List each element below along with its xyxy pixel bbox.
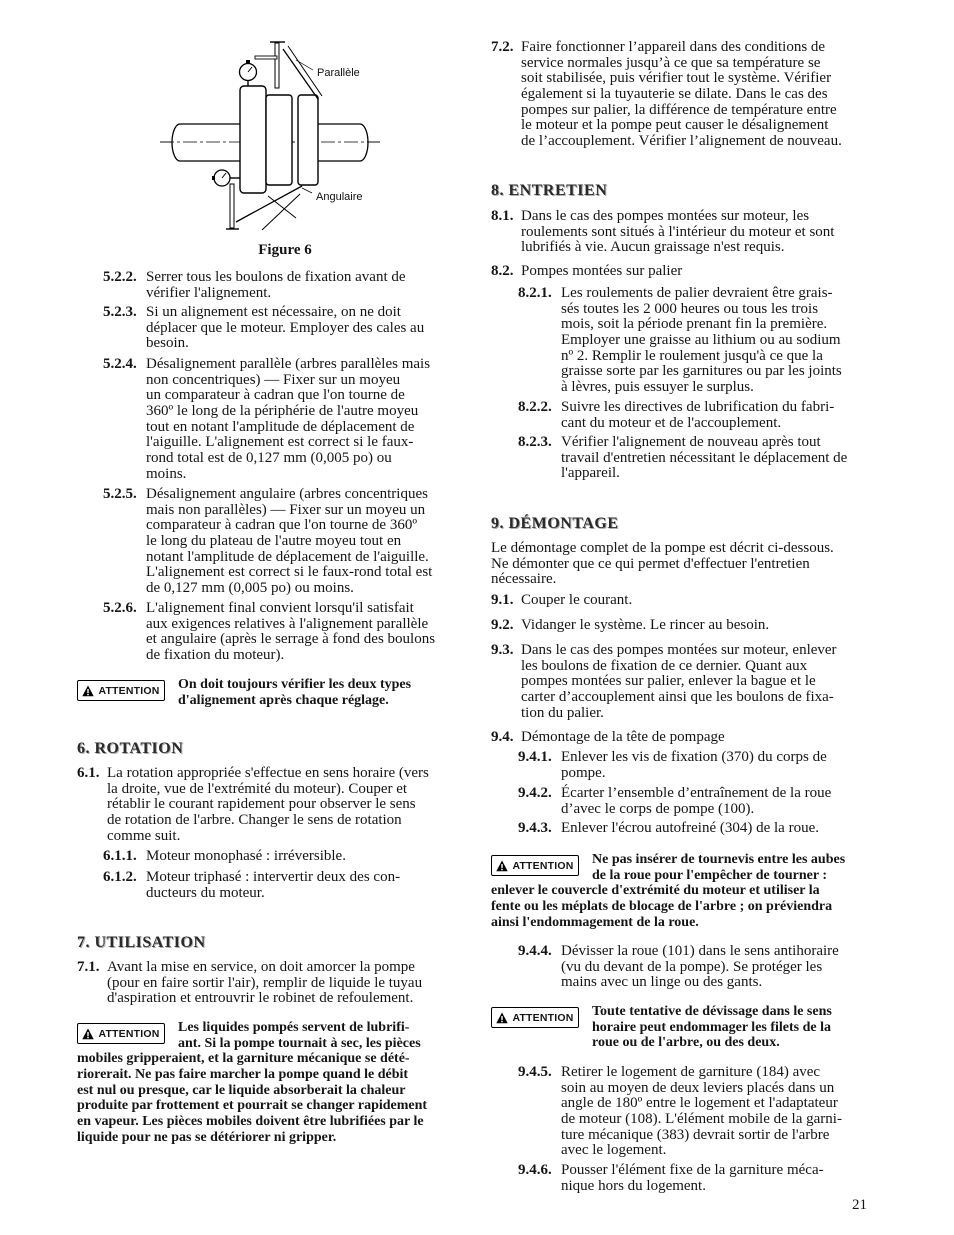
text-line: de la roue pour l'empêcher de tourner : — [592, 867, 827, 883]
step-8-2-2 — [518, 400, 834, 431]
step-6-1-2 — [103, 870, 400, 901]
text-line: Désalignement angulaire (arbres concentriques — [146, 486, 428, 502]
step-text — [521, 264, 682, 280]
step-text — [146, 270, 406, 301]
shaft-right — [317, 124, 368, 161]
step-text — [107, 960, 422, 1007]
coupling-flange-left — [266, 95, 292, 185]
step-number: 9.2. — [491, 617, 514, 633]
step-7-1 — [77, 960, 422, 1007]
text-line: Si un alignement est nécessaire, on ne doit — [146, 304, 401, 320]
step-number: 9.3. — [491, 642, 514, 658]
text-line: ture mécanique (383) devrait sortir de l'arbre — [561, 1126, 830, 1143]
step-text — [146, 305, 424, 352]
step-text — [561, 750, 827, 781]
step-6-1-1 — [103, 849, 346, 865]
text-line: l'appareil. — [561, 465, 620, 482]
text-line: service normales jusqu’à ce que sa température se — [521, 54, 821, 71]
text-line: enlever le couvercle d'extrémité du moteur et utiliser la — [491, 883, 820, 899]
coupling-flange-right — [298, 95, 318, 185]
step-9-1 — [491, 593, 632, 609]
text-line: sés toutes les 2 000 heures ou tous les trois — [561, 300, 819, 317]
text-line: avec le logement. — [561, 1142, 667, 1159]
text-line: Avant la mise en service, on doit amorcer la pompe — [107, 959, 415, 975]
text-line: comparateur à cadran que l'on tourne de 360º — [146, 517, 417, 534]
step-9-2 — [491, 618, 769, 634]
section-heading-demontage: 9. DÉMONTAGE — [491, 515, 619, 532]
step-number: 5.2.4. — [103, 356, 137, 372]
step-text — [146, 870, 400, 901]
step-number: 9.4.4. — [518, 943, 552, 959]
text-line: mois, soit la période prenant fin la première. — [561, 316, 828, 333]
text-line: mains avec un linge ou des gants. — [561, 974, 763, 991]
section-heading-entretien: 8. ENTRETIEN — [491, 182, 608, 199]
text-line: rond total est de 0,127 mm (0,005 po) ou — [146, 450, 392, 467]
text-line: Les liquides pompés servent de lubrifi- — [178, 1020, 410, 1035]
text-line: non concentriques) — Fixer sur un moyeu — [146, 371, 401, 388]
step-9-3 — [491, 643, 837, 721]
step-6-1 — [77, 766, 429, 844]
text-line: rétablir le courant rapidement pour observer le sens — [107, 796, 416, 813]
attention-badge — [77, 680, 165, 701]
step-number: 8.2.1. — [518, 285, 552, 301]
text-line: d’avec le corps de pompe (100). — [561, 800, 755, 817]
step-number: 9.1. — [491, 592, 514, 608]
text-line: horaire peut endommager les filets de la — [592, 1019, 832, 1035]
text-line: comme suit. — [107, 827, 181, 844]
step-5-2-2 — [103, 270, 406, 301]
text-line: Suivre les directives de lubrification du fabri- — [561, 399, 835, 415]
text-line: est nul ou presque, car le liquide absorberait la chaleur — [77, 1082, 406, 1098]
attention-note-unscrewing — [491, 1004, 832, 1051]
text-line: l'aiguille. L'alignement est correct si le faux- — [146, 434, 414, 451]
text-line: la droite, vue de l'extrémité du moteur). Couper et — [107, 780, 408, 797]
attention-badge-label: ATTENTION — [512, 1011, 574, 1024]
step-number: 9.4.5. — [518, 1064, 552, 1080]
text-line: soit stabilisée, puis vérifier tout le système. Vérifier — [521, 70, 832, 87]
step-number: 6.1.1. — [103, 848, 137, 864]
step-text — [146, 849, 346, 865]
step-9-4-6 — [518, 1163, 824, 1194]
text-line: Pompes montées sur palier — [521, 263, 683, 279]
step-9-4-2 — [518, 786, 831, 817]
text-line: La rotation appropriée s'effectue en sens horaire (vers — [107, 765, 429, 781]
step-5-2-4 — [103, 357, 430, 483]
step-text — [107, 766, 429, 844]
text-line: de l’accouplement. Vérifier l’alignement de nouveau. — [521, 133, 842, 150]
figure-caption: Figure 6 — [258, 242, 312, 258]
step-number: 9.4.2. — [518, 785, 552, 801]
coupling-alignment-figure — [150, 30, 390, 235]
text-line: Ne démonter que ce qui permet d'effectuer l'entretien — [491, 555, 810, 572]
attention-badge — [77, 1023, 165, 1044]
step-5-2-5 — [103, 487, 432, 597]
text-line: le long du plateau de l'autre moyeu tout en — [146, 533, 402, 550]
step-number: 8.2. — [491, 263, 514, 279]
attention-note-lubrication — [77, 1020, 427, 1146]
step-text — [521, 209, 834, 256]
text-line: nº 2. Remplir le roulement jusqu'à ce que la — [561, 347, 823, 364]
step-8-2 — [491, 264, 682, 280]
step-number: 6.1.2. — [103, 869, 137, 885]
text-line: 360º le long de la périphérie de l'autre moyeu — [146, 403, 419, 420]
text-line: d'aspiration et entrouvrir le robinet de refoulement. — [107, 990, 414, 1007]
text-line: Vidanger le système. Le rincer au besoin. — [521, 617, 770, 633]
text-line: moins. — [146, 465, 187, 482]
text-line: les boulons de fixation de ce dernier. Quant aux — [521, 657, 808, 674]
text-line: Dans le cas des pompes montées sur moteur, enlever — [521, 642, 837, 658]
attention-note-screwdriver — [491, 852, 845, 930]
text-line: Les roulements de palier devraient être grais- — [561, 285, 833, 301]
step-number: 5.2.2. — [103, 269, 137, 285]
text-line: Moteur monophasé : irréversible. — [146, 848, 346, 864]
text-line: déplacer que le moteur. Employer des cales au — [146, 319, 425, 336]
step-8-2-1 — [518, 286, 842, 396]
attention-badge-label: ATTENTION — [512, 859, 574, 872]
text-line: Employer une graisse au lithium ou au sodium — [561, 332, 841, 349]
step-number: 9.4.3. — [518, 820, 552, 836]
text-line: en vapeur. Les pièces mobiles doivent être lubrifiées par le — [77, 1114, 424, 1130]
attention-badge-label: ATTENTION — [98, 1027, 160, 1040]
step-text — [521, 618, 769, 634]
step-text — [521, 40, 842, 150]
figure-label-parallel: Parallèle — [317, 67, 360, 79]
text-line: vérifier l'alignement. — [146, 284, 272, 301]
text-line: tion du palier. — [521, 704, 604, 721]
step-number: 8.2.3. — [518, 434, 552, 450]
step-number: 6.1. — [77, 765, 100, 781]
attention-badge — [491, 1007, 579, 1028]
text-line: carter d’accouplement ainsi que les boulons de fixa- — [521, 689, 834, 706]
text-line: Retirer le logement de garniture (184) avec — [561, 1064, 821, 1080]
text-line: de rotation de l'arbre. Changer le sens de rotation — [107, 812, 402, 829]
step-text — [561, 944, 839, 991]
text-line: de 0,127 mm (0,005 po) ou moins. — [146, 580, 354, 597]
text-line: à lèvres, puis essuyer le surplus. — [561, 379, 754, 396]
step-5-2-3 — [103, 305, 424, 352]
attention-badge-label: ATTENTION — [98, 684, 160, 697]
step-text — [521, 643, 837, 721]
step-8-1 — [491, 209, 834, 256]
step-text — [561, 1163, 824, 1194]
text-line: mais non parallèles) — Fixer sur un moyeu un — [146, 501, 426, 518]
step-9-4-1 — [518, 750, 827, 781]
text-line: riorerait. Ne pas faire marcher la pompe quand le débit — [77, 1067, 409, 1083]
step-8-2-3 — [518, 435, 847, 482]
text-line: fente ou les méplats de blocage de l'arbre ; on préviendra — [491, 899, 833, 915]
text-line: également si la tuyauterie se dilate. Dans le cas des — [521, 86, 828, 103]
step-number: 9.4. — [491, 729, 514, 745]
text-line: Ne pas insérer de tournevis entre les aubes — [592, 852, 846, 867]
coupling-hub-left — [240, 86, 266, 193]
step-text — [521, 730, 725, 746]
shaft-left — [172, 124, 241, 161]
step-text — [146, 487, 432, 597]
text-line: de moteur (108). L'élément mobile de la garni- — [561, 1111, 842, 1128]
step-text — [561, 786, 831, 817]
text-line: produite par frottement et pourrait se changer rapidement — [77, 1098, 428, 1114]
section-heading-utilisation: 7. UTILISATION — [77, 934, 206, 951]
step-9-4 — [491, 730, 725, 746]
text-line: Pousser l'élément fixe de la garniture méca- — [561, 1162, 824, 1178]
step-9-4-3 — [518, 821, 819, 837]
step-number: 5.2.6. — [103, 600, 137, 616]
text-line: Enlever l'écrou autofreiné (304) de la roue. — [561, 820, 819, 836]
attention-badge — [491, 855, 579, 876]
step-number: 7.1. — [77, 959, 100, 975]
page-number: 21 — [852, 1197, 867, 1213]
step-text — [146, 601, 435, 664]
step-text — [561, 821, 819, 837]
step-7-2 — [491, 40, 842, 150]
warning-icon — [496, 1012, 508, 1024]
text-line: Vérifier l'alignement de nouveau après tout — [561, 434, 821, 450]
text-line: graisse sorte par les garnitures ou par les joints — [561, 363, 842, 380]
text-line: Moteur triphasé : intervertir deux des con- — [146, 869, 401, 885]
text-line: Démontage de la tête de pompage — [521, 729, 725, 745]
text-line: roue ou de l'arbre, ou des deux. — [592, 1035, 780, 1051]
step-number: 9.4.1. — [518, 749, 552, 765]
text-line: Faire fonctionner l’appareil dans des conditions de — [521, 39, 826, 55]
step-number: 7.2. — [491, 39, 514, 55]
step-9-4-5 — [518, 1065, 842, 1159]
text-line: Écarter l’ensemble d’entraînement de la roue — [561, 785, 832, 801]
text-line: pompes sur palier, la différence de température entre — [521, 101, 837, 118]
step-number: 8.2.2. — [518, 399, 552, 415]
step-text — [561, 435, 847, 482]
text-line: Serrer tous les boulons de fixation avant de — [146, 269, 406, 285]
text-line: L'alignement final convient lorsqu'il satisfait — [146, 600, 414, 616]
warning-icon — [82, 685, 94, 697]
step-5-2-6 — [103, 601, 435, 664]
text-line: nique hors du logement. — [561, 1177, 706, 1194]
text-line: Toute tentative de dévissage dans le sens — [592, 1004, 832, 1019]
warning-icon — [496, 860, 508, 872]
text-line: Désalignement parallèle (arbres parallèles mais — [146, 356, 431, 372]
text-line: Dévisser la roue (101) dans le sens antihoraire — [561, 943, 839, 959]
step-text — [521, 593, 632, 609]
text-line: pompes montées sur palier, enlever la bague et le — [521, 673, 816, 690]
intro-paragraph — [491, 541, 834, 588]
step-number: 8.1. — [491, 208, 514, 224]
text-line: ainsi l'endommagement de la roue. — [491, 914, 699, 930]
text-line: ducteurs du moteur. — [146, 884, 265, 901]
text-line: Enlever les vis de fixation (370) du corps de — [561, 749, 827, 765]
attention-note-alignment — [77, 677, 411, 708]
text-line: pompe. — [561, 764, 606, 781]
text-line: ant. Si la pompe tournait à sec, les pièces — [178, 1035, 421, 1051]
text-line: Le démontage complet de la pompe est décrit ci-dessous. — [491, 540, 834, 556]
text-line: angle de 180º entre le logement et l'adaptateur — [561, 1095, 838, 1112]
warning-icon — [82, 1028, 94, 1040]
text-line: d'alignement après chaque réglage. — [178, 692, 389, 708]
text-line: nécessaire. — [491, 571, 557, 588]
text-line: (pour en faire sortir l'air), remplir de liquide le tuyau — [107, 974, 423, 991]
text-line: le moteur et la pompe peut causer le désalignement — [521, 117, 829, 134]
text-line: et angulaire (après le serrage à fond des boulons — [146, 631, 436, 648]
step-number: 9.4.6. — [518, 1162, 552, 1178]
text-line: Couper le courant. — [521, 592, 633, 608]
text-line: besoin. — [146, 335, 189, 352]
text-line: L'alignement est correct si le faux-rond total est — [146, 564, 433, 581]
text-line: (vu du devant de la pompe). Se protéger les — [561, 958, 823, 975]
text-line: notant l'amplitude de déplacement de l'aiguille. — [146, 548, 429, 565]
step-text — [561, 1065, 842, 1159]
figure-label-angular: Angulaire — [316, 191, 363, 203]
text-line: cant du moteur et de l'accouplement. — [561, 414, 782, 431]
text-line: un comparateur à cadran que l'on tourne de — [146, 387, 405, 404]
step-text — [561, 286, 842, 396]
text-line: mobiles gripperaient, et la garniture mécanique se dété- — [77, 1051, 410, 1067]
text-line: lubrifiés à vie. Aucun graissage n'est requis. — [521, 239, 785, 256]
text-line: soin au moyen de deux leviers placés dans un — [561, 1079, 835, 1096]
text-line: roulements sont situés à l'intérieur du moteur et sont — [521, 223, 835, 240]
text-line: aux exigences relatives à l'alignement parallèle — [146, 615, 429, 632]
text-line: travail d'entretien nécessitant le déplacement de — [561, 449, 848, 466]
step-number: 5.2.5. — [103, 486, 137, 502]
step-9-4-4 — [518, 944, 839, 991]
text-line: Dans le cas des pompes montées sur moteur, les — [521, 208, 810, 224]
text-line: de fixation du moteur). — [146, 647, 285, 664]
step-text — [146, 357, 430, 483]
text-line: liquide pour ne pas se détériorer ni gripper. — [77, 1129, 337, 1145]
step-number: 5.2.3. — [103, 304, 137, 320]
text-line: tout en notant l'amplitude de déplacement de — [146, 418, 415, 435]
text-line: On doit toujours vérifier les deux types — [178, 677, 412, 692]
step-text — [561, 400, 834, 431]
section-heading-rotation: 6. ROTATION — [77, 740, 184, 757]
